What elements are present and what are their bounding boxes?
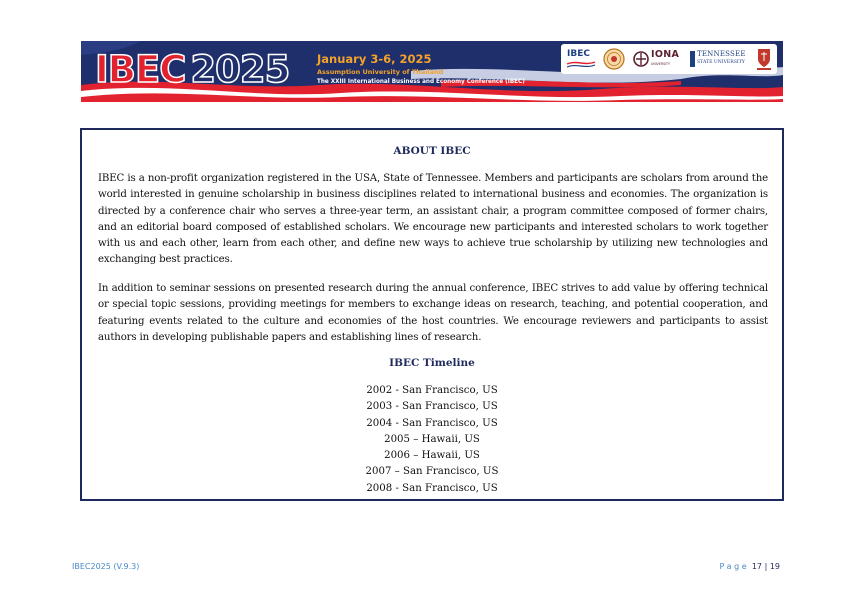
- tsu-flag-icon: [689, 46, 697, 72]
- timeline-item: 2004 - San Francisco, US: [366, 417, 498, 429]
- timeline-item: 2006 – Hawaii, US: [384, 450, 480, 462]
- about-ibec-box: [80, 128, 784, 501]
- conference-banner: [81, 41, 783, 102]
- ibec-partner-logo: [566, 46, 596, 72]
- iona-name: IONA: [651, 49, 680, 60]
- timeline-item: 2008 - San Francisco, US: [366, 482, 498, 494]
- page-separator: |: [764, 562, 768, 571]
- iona-sub: UNIVERSITY: [651, 62, 670, 66]
- timeline-item: 2005 – Hawaii, US: [384, 433, 480, 445]
- banner-conference-name: The XXIII International Business and Economy Conference (IBEC): [317, 79, 525, 85]
- logo-year: 2025: [190, 48, 290, 91]
- shield-partner-logo: [755, 46, 773, 72]
- page-word: Page: [719, 562, 750, 571]
- about-title: ABOUT IBEC: [393, 145, 471, 157]
- document-version: IBEC2025 (V.9.3): [72, 562, 140, 571]
- partner-logos: [561, 44, 777, 74]
- banner-logo: [95, 48, 289, 92]
- shield-icon: [755, 46, 773, 72]
- banner-venue: Assumption University of Thailand: [317, 68, 444, 76]
- page-current: 17: [751, 562, 763, 571]
- tsu-sub: STATE UNIVERSITY: [697, 60, 745, 65]
- timeline-title: IBEC Timeline: [389, 357, 475, 369]
- page-number: [720, 562, 781, 571]
- about-paragraph-2: In addition to seminar sessions on presented research during the annual conference, IBEC strives to add value by offering technical or special topic sessions, providing meetings for members to exchange ideas on research, teaching, and potential cooperation, and featuring events related to the culture and economies of the host countries. We encourage reviewers and participants to assist authors in developing publishable papers and establishing lines of research.: [98, 283, 768, 343]
- iona-university-logo: [633, 46, 685, 72]
- ibec-mini-text: IBEC: [567, 49, 590, 59]
- logo-ibec: IBEC: [95, 48, 186, 91]
- timeline-item: 2003 - San Francisco, US: [366, 401, 498, 413]
- seal-icon: [603, 46, 625, 72]
- timeline-item: 2007 – San Francisco, US: [365, 466, 499, 478]
- banner-dates: January 3-6, 2025: [317, 52, 432, 66]
- about-paragraph-1: IBEC is a non-profit organization registered in the USA, State of Tennessee. Members and participants are scholars from around the world interested in genuine scholarship in business disciplines related to international business and economies. The organization is directed by a conference chair who serves a three-year term, an assistant chair, a program committee composed of former chairs, and an editorial board composed of established scholars. We encourage new participants and interested scholars to work together with us and each other, learn from each other, and define new ways to achieve true scholarship by utilizing new technologies and exchanging best practices.: [98, 173, 768, 266]
- page-total: 19: [769, 562, 780, 571]
- tennessee-state-university-logo: [689, 46, 747, 72]
- timeline-item: 2002 - San Francisco, US: [366, 385, 498, 396]
- timeline-list: [82, 383, 782, 497]
- tsu-name: TENNESSEE: [697, 50, 746, 58]
- university-seal-logo: [603, 46, 625, 72]
- iona-emblem-icon: [633, 46, 649, 72]
